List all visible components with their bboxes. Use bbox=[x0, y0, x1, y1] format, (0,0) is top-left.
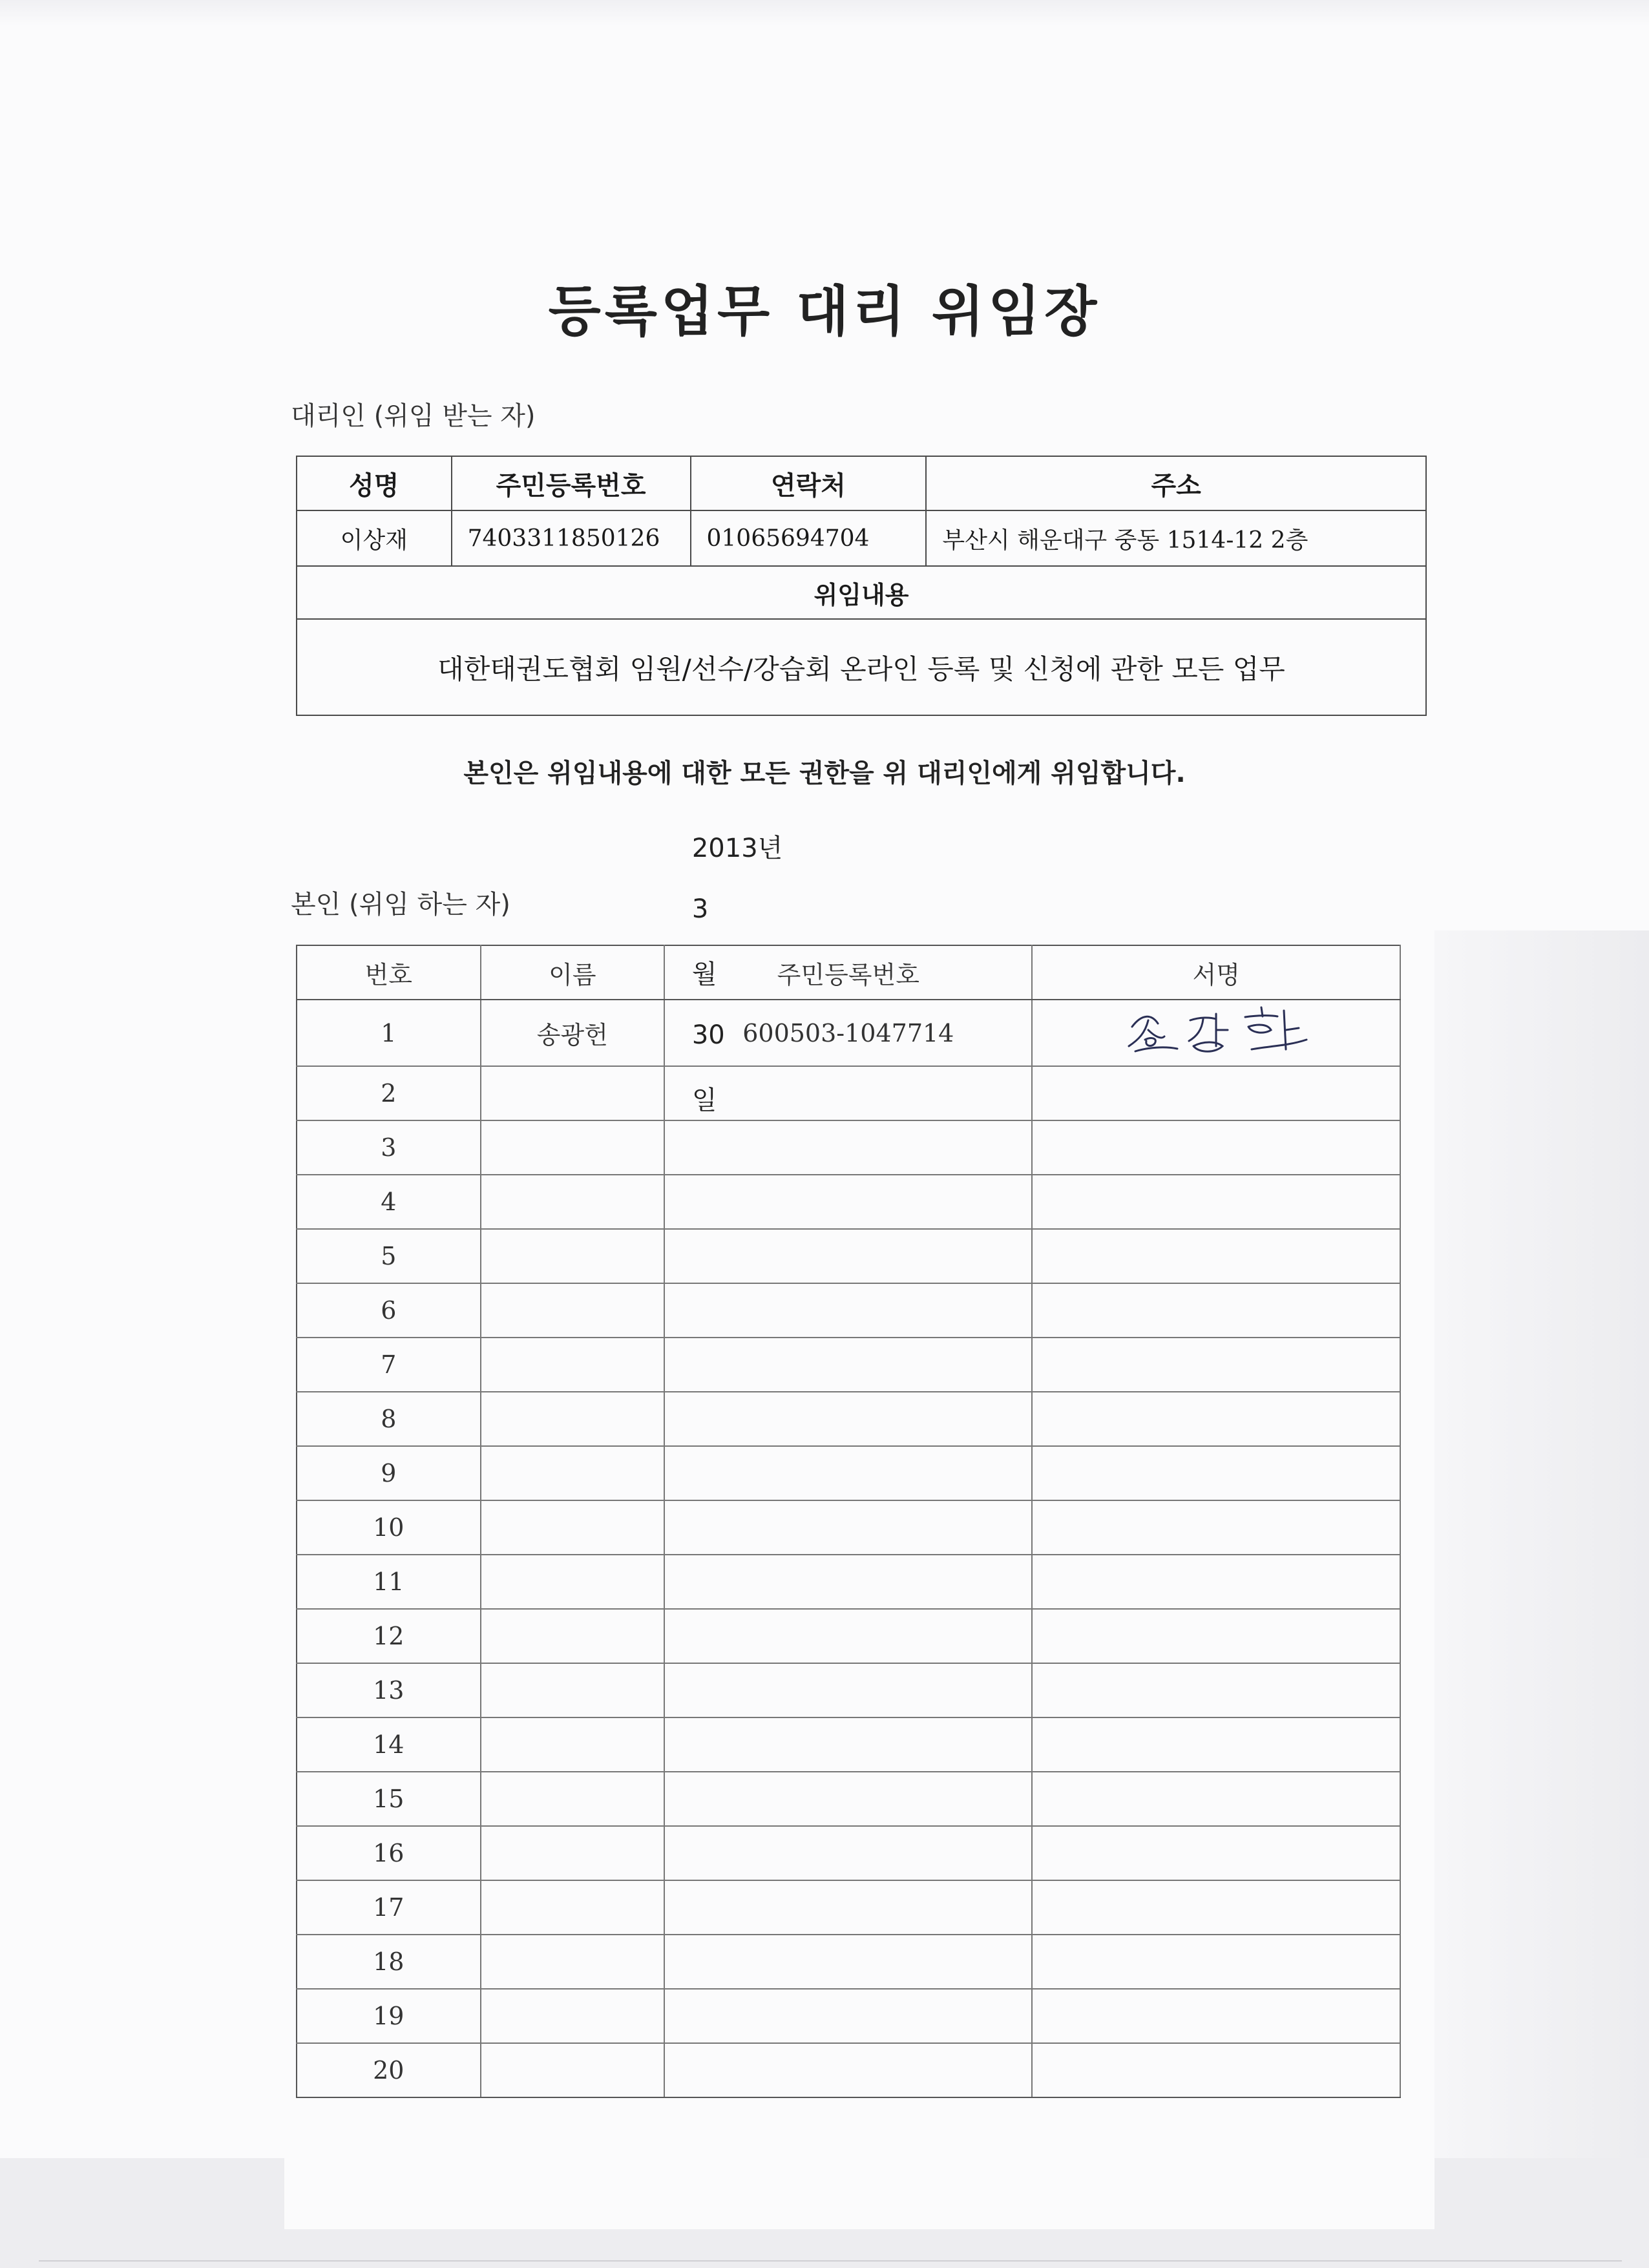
table-row bbox=[297, 1989, 1400, 2043]
row-name bbox=[481, 1935, 665, 1989]
row-name bbox=[481, 1392, 665, 1446]
date-day: 30 bbox=[691, 1020, 725, 1050]
row-number: 10 bbox=[297, 1500, 481, 1555]
row-number: 3 bbox=[297, 1120, 481, 1175]
row-name bbox=[481, 1717, 665, 1772]
table-row bbox=[297, 1826, 1400, 1880]
header-person-resident-number: 주민등록번호 bbox=[664, 945, 1032, 1000]
row-signature bbox=[1032, 1989, 1400, 2043]
row-name bbox=[481, 1446, 665, 1500]
table-row bbox=[297, 1772, 1400, 1826]
row-signature bbox=[1032, 1555, 1400, 1609]
row-name bbox=[481, 1609, 665, 1663]
row-name bbox=[481, 1338, 665, 1392]
row-resident-number bbox=[664, 1663, 1032, 1717]
row-name bbox=[481, 1283, 665, 1338]
row-name bbox=[481, 1555, 665, 1609]
agent-data-row bbox=[297, 510, 1426, 566]
row-signature bbox=[1032, 1935, 1400, 1989]
row-resident-number bbox=[664, 2043, 1032, 2097]
row-number: 18 bbox=[297, 1935, 481, 1989]
table-row bbox=[297, 1229, 1400, 1283]
delegation-statement: 본인은 위임내용에 대한 모든 권한을 위 대리인에게 위임합니다. bbox=[463, 759, 1186, 788]
row-resident-number bbox=[664, 1772, 1032, 1826]
row-name bbox=[481, 1066, 665, 1120]
table-row bbox=[297, 1000, 1400, 1066]
delegation-heading: 위임내용 bbox=[297, 566, 1426, 619]
table-row bbox=[297, 1175, 1400, 1229]
row-number: 4 bbox=[297, 1175, 481, 1229]
row-resident-number bbox=[664, 1989, 1032, 2043]
row-number: 12 bbox=[297, 1609, 481, 1663]
row-signature bbox=[1032, 1000, 1400, 1066]
handwritten-signature bbox=[1119, 1001, 1313, 1059]
row-resident-number bbox=[664, 1826, 1032, 1880]
row-name bbox=[481, 1880, 665, 1935]
row-signature bbox=[1032, 1392, 1400, 1446]
table-row bbox=[297, 1066, 1400, 1120]
row-resident-number bbox=[664, 1500, 1032, 1555]
row-resident-number bbox=[664, 1880, 1032, 1935]
date-month-unit: 월 bbox=[691, 960, 717, 989]
agent-resident-number: 7403311850126 bbox=[452, 510, 691, 566]
row-resident-number bbox=[664, 1338, 1032, 1392]
header-address: 주소 bbox=[926, 456, 1426, 510]
table-row bbox=[297, 2043, 1400, 2097]
table-row bbox=[297, 1555, 1400, 1609]
row-number: 6 bbox=[297, 1283, 481, 1338]
row-number: 2 bbox=[297, 1066, 481, 1120]
row-name bbox=[481, 1663, 665, 1717]
row-signature bbox=[1032, 1500, 1400, 1555]
table-row bbox=[297, 1120, 1400, 1175]
row-name bbox=[481, 1500, 665, 1555]
row-name: 송광헌 bbox=[481, 1000, 665, 1066]
table-row bbox=[297, 1663, 1400, 1717]
date-year: 2013년 bbox=[691, 834, 783, 863]
row-resident-number: 600503-1047714 bbox=[664, 1000, 1032, 1066]
row-resident-number bbox=[664, 1555, 1032, 1609]
row-resident-number bbox=[664, 1283, 1032, 1338]
row-resident-number bbox=[664, 1066, 1032, 1120]
row-name bbox=[481, 1772, 665, 1826]
agent-table bbox=[296, 456, 1427, 716]
row-name bbox=[481, 1175, 665, 1229]
row-signature bbox=[1032, 2043, 1400, 2097]
row-number: 13 bbox=[297, 1663, 481, 1717]
principal-table bbox=[296, 945, 1401, 2098]
row-number: 17 bbox=[297, 1880, 481, 1935]
row-number: 1 bbox=[297, 1000, 481, 1066]
row-resident-number bbox=[664, 1229, 1032, 1283]
table-row bbox=[297, 1609, 1400, 1663]
row-number: 8 bbox=[297, 1392, 481, 1446]
table-row bbox=[297, 1446, 1400, 1500]
row-signature bbox=[1032, 1717, 1400, 1772]
agent-address: 부산시 해운대구 중동 1514-12 2층 bbox=[926, 510, 1426, 566]
row-signature bbox=[1032, 1772, 1400, 1826]
row-resident-number bbox=[664, 1175, 1032, 1229]
principal-section-label: 본인 (위임 하는 자) bbox=[291, 890, 510, 919]
row-signature bbox=[1032, 1663, 1400, 1717]
principal-header-row bbox=[297, 945, 1400, 1000]
header-number: 번호 bbox=[297, 945, 481, 1000]
row-name bbox=[481, 1826, 665, 1880]
row-number: 9 bbox=[297, 1446, 481, 1500]
row-signature bbox=[1032, 1609, 1400, 1663]
scan-shade-right bbox=[1434, 930, 1649, 2158]
scan-edge-line bbox=[39, 2260, 1622, 2262]
table-row bbox=[297, 1392, 1400, 1446]
table-row bbox=[297, 1500, 1400, 1555]
row-signature bbox=[1032, 1338, 1400, 1392]
document-title: 등록업무 대리 위임장 bbox=[548, 280, 1101, 343]
header-name: 성명 bbox=[297, 456, 452, 510]
row-number: 5 bbox=[297, 1229, 481, 1283]
row-number: 20 bbox=[297, 2043, 481, 2097]
row-signature bbox=[1032, 1175, 1400, 1229]
row-name bbox=[481, 1989, 665, 2043]
agent-contact: 01065694704 bbox=[691, 510, 927, 566]
table-row bbox=[297, 1935, 1400, 1989]
row-signature bbox=[1032, 1120, 1400, 1175]
row-signature bbox=[1032, 1826, 1400, 1880]
agent-name: 이상재 bbox=[297, 510, 452, 566]
row-number: 16 bbox=[297, 1826, 481, 1880]
agent-header-row bbox=[297, 456, 1426, 510]
delegation-heading-row bbox=[297, 566, 1426, 619]
header-resident-number: 주민등록번호 bbox=[452, 456, 691, 510]
scan-shade-bottom-inner bbox=[284, 2158, 1434, 2229]
row-resident-number bbox=[664, 1717, 1032, 1772]
scan-shade-top bbox=[0, 0, 1649, 26]
row-number: 14 bbox=[297, 1717, 481, 1772]
table-row bbox=[297, 1880, 1400, 1935]
table-row bbox=[297, 1283, 1400, 1338]
row-resident-number bbox=[664, 1609, 1032, 1663]
row-resident-number bbox=[664, 1392, 1032, 1446]
row-number: 7 bbox=[297, 1338, 481, 1392]
row-signature bbox=[1032, 1283, 1400, 1338]
row-name bbox=[481, 1229, 665, 1283]
table-row bbox=[297, 1338, 1400, 1392]
row-resident-number bbox=[664, 1120, 1032, 1175]
delegation-content: 대한태권도협회 임원/선수/강습회 온라인 등록 및 신청에 관한 모든 업무 bbox=[297, 619, 1426, 715]
header-contact: 연락처 bbox=[691, 456, 927, 510]
row-number: 15 bbox=[297, 1772, 481, 1826]
header-person-name: 이름 bbox=[481, 945, 665, 1000]
row-name bbox=[481, 1120, 665, 1175]
row-signature bbox=[1032, 1229, 1400, 1283]
date-day-unit: 일 bbox=[691, 1086, 717, 1115]
agent-section-label: 대리인 (위임 받는 자) bbox=[291, 401, 536, 431]
date-month: 3 bbox=[691, 894, 709, 924]
row-signature bbox=[1032, 1446, 1400, 1500]
delegation-content-row bbox=[297, 619, 1426, 715]
row-number: 11 bbox=[297, 1555, 481, 1609]
row-name bbox=[481, 2043, 665, 2097]
header-signature: 서명 bbox=[1032, 945, 1400, 1000]
table-row bbox=[297, 1717, 1400, 1772]
row-number: 19 bbox=[297, 1989, 481, 2043]
row-resident-number bbox=[664, 1446, 1032, 1500]
row-signature bbox=[1032, 1880, 1400, 1935]
row-resident-number bbox=[664, 1935, 1032, 1989]
row-signature bbox=[1032, 1066, 1400, 1120]
